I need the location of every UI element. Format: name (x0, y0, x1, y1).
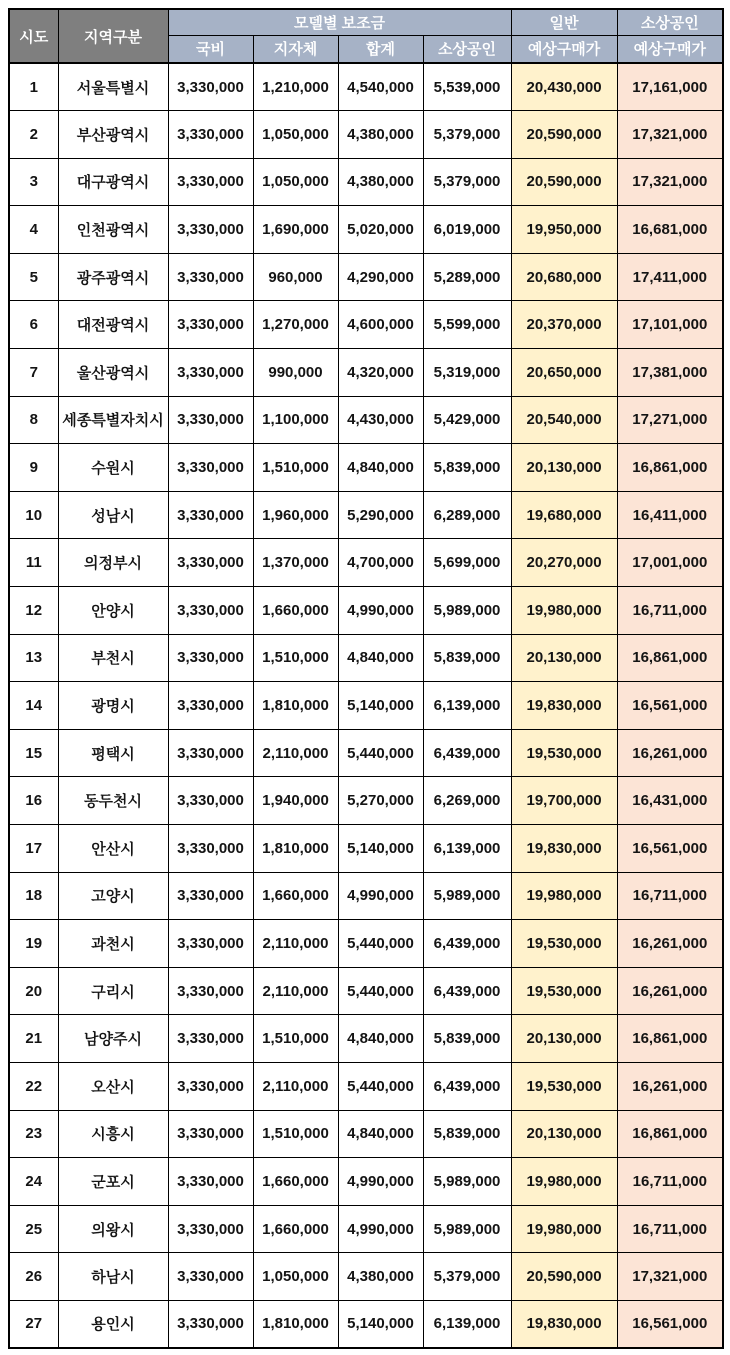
smallbiz-price-value: 17,101,000 (617, 301, 723, 349)
total-subsidy-value: 4,990,000 (338, 587, 423, 635)
national-subsidy-value: 3,330,000 (168, 1300, 253, 1348)
table-row (9, 920, 723, 968)
national-subsidy-value: 3,330,000 (168, 301, 253, 349)
table-row (9, 539, 723, 587)
general-price-value: 20,540,000 (511, 396, 617, 444)
general-price-value: 19,830,000 (511, 825, 617, 873)
local-subsidy-value: 2,110,000 (253, 1062, 338, 1110)
table-row (9, 301, 723, 349)
row-number: 16 (9, 777, 58, 825)
total-subsidy-value: 5,440,000 (338, 1062, 423, 1110)
header-smallbiz-group: 소상공인 (617, 9, 723, 35)
general-price-value: 19,830,000 (511, 682, 617, 730)
header-smallbiz-price: 예상구매가 (617, 35, 723, 63)
table-row (9, 1205, 723, 1253)
table-row (9, 396, 723, 444)
header-general-price: 예상구매가 (511, 35, 617, 63)
region-name: 고양시 (58, 872, 168, 920)
general-price-value: 19,680,000 (511, 491, 617, 539)
table-row (9, 729, 723, 777)
total-subsidy-value: 5,140,000 (338, 682, 423, 730)
national-subsidy-value: 3,330,000 (168, 444, 253, 492)
smallbiz-subsidy-value: 5,599,000 (423, 301, 511, 349)
region-name: 의정부시 (58, 539, 168, 587)
smallbiz-price-value: 16,261,000 (617, 967, 723, 1015)
total-subsidy-value: 4,380,000 (338, 158, 423, 206)
general-price-value: 20,590,000 (511, 111, 617, 159)
header-general-group: 일반 (511, 9, 617, 35)
smallbiz-subsidy-value: 5,429,000 (423, 396, 511, 444)
smallbiz-subsidy-value: 5,839,000 (423, 634, 511, 682)
region-name: 대구광역시 (58, 158, 168, 206)
local-subsidy-value: 1,810,000 (253, 682, 338, 730)
table-row (9, 206, 723, 254)
smallbiz-price-value: 16,561,000 (617, 1300, 723, 1348)
smallbiz-price-value: 17,321,000 (617, 158, 723, 206)
region-name: 안양시 (58, 587, 168, 635)
national-subsidy-value: 3,330,000 (168, 1062, 253, 1110)
national-subsidy-value: 3,330,000 (168, 158, 253, 206)
smallbiz-price-value: 16,711,000 (617, 872, 723, 920)
smallbiz-subsidy-value: 5,379,000 (423, 1253, 511, 1301)
smallbiz-subsidy-value: 6,289,000 (423, 491, 511, 539)
smallbiz-subsidy-value: 6,439,000 (423, 920, 511, 968)
smallbiz-price-value: 17,001,000 (617, 539, 723, 587)
smallbiz-subsidy-value: 6,139,000 (423, 682, 511, 730)
smallbiz-subsidy-value: 5,989,000 (423, 1205, 511, 1253)
table-row (9, 1062, 723, 1110)
region-name: 하남시 (58, 1253, 168, 1301)
smallbiz-subsidy-value: 6,439,000 (423, 729, 511, 777)
table-row (9, 825, 723, 873)
total-subsidy-value: 5,020,000 (338, 206, 423, 254)
region-name: 과천시 (58, 920, 168, 968)
general-price-value: 19,830,000 (511, 1300, 617, 1348)
smallbiz-price-value: 17,161,000 (617, 63, 723, 111)
local-subsidy-value: 1,050,000 (253, 1253, 338, 1301)
total-subsidy-value: 4,290,000 (338, 253, 423, 301)
national-subsidy-value: 3,330,000 (168, 253, 253, 301)
row-number: 9 (9, 444, 58, 492)
local-subsidy-value: 1,810,000 (253, 1300, 338, 1348)
total-subsidy-value: 4,990,000 (338, 872, 423, 920)
header-local-subsidy: 지자체 (253, 35, 338, 63)
smallbiz-subsidy-value: 5,319,000 (423, 349, 511, 397)
header-total-subsidy: 합계 (338, 35, 423, 63)
region-name: 부산광역시 (58, 111, 168, 159)
row-number: 22 (9, 1062, 58, 1110)
local-subsidy-value: 1,660,000 (253, 1205, 338, 1253)
general-price-value: 19,980,000 (511, 1158, 617, 1206)
smallbiz-subsidy-value: 6,439,000 (423, 967, 511, 1015)
general-price-value: 20,370,000 (511, 301, 617, 349)
row-number: 7 (9, 349, 58, 397)
national-subsidy-value: 3,330,000 (168, 349, 253, 397)
region-name: 대전광역시 (58, 301, 168, 349)
region-name: 세종특별자치시 (58, 396, 168, 444)
table-row (9, 491, 723, 539)
table-row (9, 349, 723, 397)
row-number: 27 (9, 1300, 58, 1348)
local-subsidy-value: 2,110,000 (253, 729, 338, 777)
local-subsidy-value: 960,000 (253, 253, 338, 301)
national-subsidy-value: 3,330,000 (168, 682, 253, 730)
table-row (9, 63, 723, 111)
row-number: 6 (9, 301, 58, 349)
general-price-value: 20,680,000 (511, 253, 617, 301)
total-subsidy-value: 4,990,000 (338, 1205, 423, 1253)
table-row (9, 253, 723, 301)
national-subsidy-value: 3,330,000 (168, 111, 253, 159)
total-subsidy-value: 4,840,000 (338, 1110, 423, 1158)
region-name: 군포시 (58, 1158, 168, 1206)
smallbiz-subsidy-value: 5,289,000 (423, 253, 511, 301)
table-row (9, 587, 723, 635)
total-subsidy-value: 4,600,000 (338, 301, 423, 349)
smallbiz-subsidy-value: 6,439,000 (423, 1062, 511, 1110)
total-subsidy-value: 4,840,000 (338, 634, 423, 682)
row-number: 15 (9, 729, 58, 777)
general-price-value: 19,980,000 (511, 1205, 617, 1253)
table-row (9, 444, 723, 492)
general-price-value: 19,530,000 (511, 967, 617, 1015)
row-number: 26 (9, 1253, 58, 1301)
national-subsidy-value: 3,330,000 (168, 396, 253, 444)
national-subsidy-value: 3,330,000 (168, 634, 253, 682)
table-row (9, 1015, 723, 1063)
total-subsidy-value: 5,290,000 (338, 491, 423, 539)
general-price-value: 20,590,000 (511, 1253, 617, 1301)
local-subsidy-value: 1,370,000 (253, 539, 338, 587)
national-subsidy-value: 3,330,000 (168, 1253, 253, 1301)
local-subsidy-value: 2,110,000 (253, 920, 338, 968)
row-number: 20 (9, 967, 58, 1015)
smallbiz-price-value: 17,411,000 (617, 253, 723, 301)
national-subsidy-value: 3,330,000 (168, 872, 253, 920)
region-name: 안산시 (58, 825, 168, 873)
general-price-value: 20,650,000 (511, 349, 617, 397)
header-national-subsidy: 국비 (168, 35, 253, 63)
local-subsidy-value: 1,660,000 (253, 587, 338, 635)
total-subsidy-value: 5,140,000 (338, 1300, 423, 1348)
smallbiz-subsidy-value: 6,019,000 (423, 206, 511, 254)
general-price-value: 19,980,000 (511, 872, 617, 920)
national-subsidy-value: 3,330,000 (168, 491, 253, 539)
general-price-value: 20,130,000 (511, 444, 617, 492)
general-price-value: 19,980,000 (511, 587, 617, 635)
table-row (9, 682, 723, 730)
smallbiz-price-value: 16,261,000 (617, 1062, 723, 1110)
region-name: 울산광역시 (58, 349, 168, 397)
total-subsidy-value: 5,140,000 (338, 825, 423, 873)
national-subsidy-value: 3,330,000 (168, 1158, 253, 1206)
local-subsidy-value: 1,100,000 (253, 396, 338, 444)
local-subsidy-value: 1,960,000 (253, 491, 338, 539)
general-price-value: 19,530,000 (511, 920, 617, 968)
national-subsidy-value: 3,330,000 (168, 729, 253, 777)
table-row (9, 1158, 723, 1206)
general-price-value: 19,700,000 (511, 777, 617, 825)
subsidy-table (8, 8, 724, 1349)
smallbiz-subsidy-value: 5,699,000 (423, 539, 511, 587)
table-row (9, 777, 723, 825)
general-price-value: 19,530,000 (511, 1062, 617, 1110)
table-row (9, 111, 723, 159)
smallbiz-subsidy-value: 5,989,000 (423, 872, 511, 920)
smallbiz-price-value: 17,321,000 (617, 1253, 723, 1301)
total-subsidy-value: 4,430,000 (338, 396, 423, 444)
region-name: 광주광역시 (58, 253, 168, 301)
smallbiz-subsidy-value: 5,839,000 (423, 444, 511, 492)
smallbiz-price-value: 16,861,000 (617, 1015, 723, 1063)
header-subsidy-group: 모델별 보조금 (168, 9, 511, 35)
table-row (9, 872, 723, 920)
row-number: 2 (9, 111, 58, 159)
row-number: 23 (9, 1110, 58, 1158)
row-number: 17 (9, 825, 58, 873)
table-body (9, 63, 723, 1348)
local-subsidy-value: 1,510,000 (253, 634, 338, 682)
smallbiz-subsidy-value: 6,139,000 (423, 825, 511, 873)
local-subsidy-value: 1,510,000 (253, 444, 338, 492)
local-subsidy-value: 1,940,000 (253, 777, 338, 825)
region-name: 의왕시 (58, 1205, 168, 1253)
region-name: 구리시 (58, 967, 168, 1015)
total-subsidy-value: 4,380,000 (338, 111, 423, 159)
national-subsidy-value: 3,330,000 (168, 825, 253, 873)
table-row (9, 1253, 723, 1301)
row-number: 12 (9, 587, 58, 635)
header-smallbiz-subsidy: 소상공인 (423, 35, 511, 63)
row-number: 24 (9, 1158, 58, 1206)
national-subsidy-value: 3,330,000 (168, 587, 253, 635)
general-price-value: 20,590,000 (511, 158, 617, 206)
general-price-value: 20,430,000 (511, 63, 617, 111)
region-name: 인천광역시 (58, 206, 168, 254)
local-subsidy-value: 1,510,000 (253, 1110, 338, 1158)
smallbiz-price-value: 16,711,000 (617, 1158, 723, 1206)
smallbiz-price-value: 16,681,000 (617, 206, 723, 254)
general-price-value: 19,950,000 (511, 206, 617, 254)
row-number: 14 (9, 682, 58, 730)
total-subsidy-value: 4,320,000 (338, 349, 423, 397)
region-name: 시흥시 (58, 1110, 168, 1158)
local-subsidy-value: 1,270,000 (253, 301, 338, 349)
region-name: 오산시 (58, 1062, 168, 1110)
smallbiz-subsidy-value: 6,269,000 (423, 777, 511, 825)
table-row (9, 1300, 723, 1348)
row-number: 3 (9, 158, 58, 206)
region-name: 용인시 (58, 1300, 168, 1348)
row-number: 11 (9, 539, 58, 587)
smallbiz-price-value: 16,261,000 (617, 920, 723, 968)
total-subsidy-value: 4,380,000 (338, 1253, 423, 1301)
smallbiz-price-value: 16,261,000 (617, 729, 723, 777)
local-subsidy-value: 1,690,000 (253, 206, 338, 254)
local-subsidy-value: 1,050,000 (253, 111, 338, 159)
row-number: 8 (9, 396, 58, 444)
region-name: 광명시 (58, 682, 168, 730)
general-price-value: 20,130,000 (511, 1015, 617, 1063)
region-name: 성남시 (58, 491, 168, 539)
national-subsidy-value: 3,330,000 (168, 777, 253, 825)
national-subsidy-value: 3,330,000 (168, 206, 253, 254)
region-name: 남양주시 (58, 1015, 168, 1063)
row-number: 1 (9, 63, 58, 111)
national-subsidy-value: 3,330,000 (168, 1205, 253, 1253)
row-number: 18 (9, 872, 58, 920)
table-header (9, 9, 723, 63)
smallbiz-price-value: 16,411,000 (617, 491, 723, 539)
table-row (9, 1110, 723, 1158)
row-number: 19 (9, 920, 58, 968)
national-subsidy-value: 3,330,000 (168, 539, 253, 587)
region-name: 부천시 (58, 634, 168, 682)
total-subsidy-value: 4,840,000 (338, 1015, 423, 1063)
local-subsidy-value: 2,110,000 (253, 967, 338, 1015)
region-name: 서울특별시 (58, 63, 168, 111)
table-row (9, 634, 723, 682)
smallbiz-price-value: 16,711,000 (617, 1205, 723, 1253)
smallbiz-price-value: 17,381,000 (617, 349, 723, 397)
smallbiz-subsidy-value: 5,989,000 (423, 1158, 511, 1206)
general-price-value: 19,530,000 (511, 729, 617, 777)
total-subsidy-value: 5,440,000 (338, 920, 423, 968)
row-number: 21 (9, 1015, 58, 1063)
national-subsidy-value: 3,330,000 (168, 1015, 253, 1063)
row-number: 25 (9, 1205, 58, 1253)
national-subsidy-value: 3,330,000 (168, 63, 253, 111)
table-row (9, 158, 723, 206)
header-region: 지역구분 (58, 9, 168, 63)
smallbiz-subsidy-value: 5,839,000 (423, 1015, 511, 1063)
region-name: 동두천시 (58, 777, 168, 825)
smallbiz-subsidy-value: 5,539,000 (423, 63, 511, 111)
smallbiz-price-value: 16,861,000 (617, 634, 723, 682)
smallbiz-subsidy-value: 5,379,000 (423, 111, 511, 159)
local-subsidy-value: 1,510,000 (253, 1015, 338, 1063)
smallbiz-price-value: 16,431,000 (617, 777, 723, 825)
smallbiz-subsidy-value: 5,839,000 (423, 1110, 511, 1158)
row-number: 4 (9, 206, 58, 254)
local-subsidy-value: 1,210,000 (253, 63, 338, 111)
general-price-value: 20,130,000 (511, 1110, 617, 1158)
total-subsidy-value: 5,270,000 (338, 777, 423, 825)
smallbiz-price-value: 17,321,000 (617, 111, 723, 159)
total-subsidy-value: 4,840,000 (338, 444, 423, 492)
general-price-value: 20,130,000 (511, 634, 617, 682)
row-number: 13 (9, 634, 58, 682)
region-name: 수원시 (58, 444, 168, 492)
general-price-value: 20,270,000 (511, 539, 617, 587)
total-subsidy-value: 5,440,000 (338, 967, 423, 1015)
smallbiz-price-value: 16,861,000 (617, 1110, 723, 1158)
national-subsidy-value: 3,330,000 (168, 920, 253, 968)
smallbiz-price-value: 16,861,000 (617, 444, 723, 492)
total-subsidy-value: 4,540,000 (338, 63, 423, 111)
header-sido: 시도 (9, 9, 58, 63)
total-subsidy-value: 4,990,000 (338, 1158, 423, 1206)
local-subsidy-value: 1,660,000 (253, 1158, 338, 1206)
national-subsidy-value: 3,330,000 (168, 967, 253, 1015)
smallbiz-price-value: 16,561,000 (617, 825, 723, 873)
table-row (9, 967, 723, 1015)
smallbiz-price-value: 17,271,000 (617, 396, 723, 444)
national-subsidy-value: 3,330,000 (168, 1110, 253, 1158)
region-name: 평택시 (58, 729, 168, 777)
local-subsidy-value: 1,050,000 (253, 158, 338, 206)
smallbiz-price-value: 16,561,000 (617, 682, 723, 730)
local-subsidy-value: 990,000 (253, 349, 338, 397)
total-subsidy-value: 4,700,000 (338, 539, 423, 587)
local-subsidy-value: 1,660,000 (253, 872, 338, 920)
total-subsidy-value: 5,440,000 (338, 729, 423, 777)
smallbiz-price-value: 16,711,000 (617, 587, 723, 635)
smallbiz-subsidy-value: 6,139,000 (423, 1300, 511, 1348)
local-subsidy-value: 1,810,000 (253, 825, 338, 873)
row-number: 10 (9, 491, 58, 539)
smallbiz-subsidy-value: 5,379,000 (423, 158, 511, 206)
row-number: 5 (9, 253, 58, 301)
smallbiz-subsidy-value: 5,989,000 (423, 587, 511, 635)
